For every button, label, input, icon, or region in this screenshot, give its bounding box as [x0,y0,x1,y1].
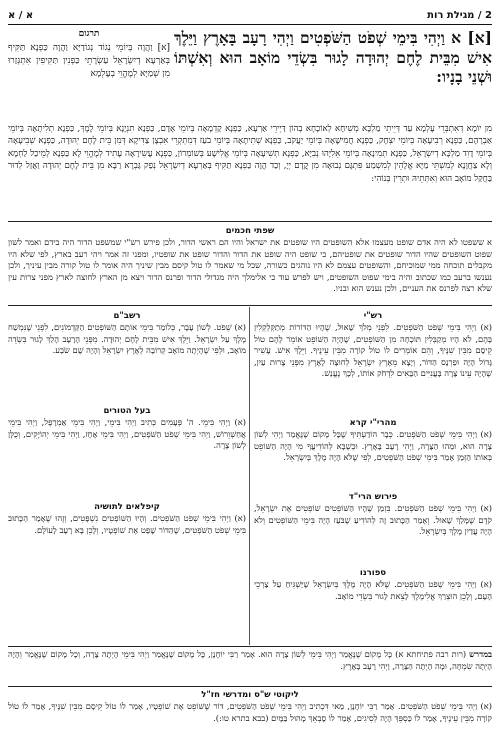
targum-title: תרגום [78,29,100,39]
baal-haturim-section [8,404,246,497]
pirush-haraid-title: פירוש הרי"ד [348,492,398,502]
mahari-kara-section [254,416,492,487]
section-divider [8,305,492,306]
section-divider [8,221,492,222]
sforno-section [254,566,492,625]
rashi-section [254,309,492,414]
rashbam-title: רשב"ם [113,311,141,321]
kiflayim-section [8,500,246,617]
bmidrash-block [8,649,492,683]
likutim-section [8,688,492,735]
rashbam-section [8,309,246,402]
baal-haturim-text: (א) וַיְהִי בִּימֵי. ה' פְּעָמִים כְּתִיב וַיְהִי בִּימֵי, וַיְהִי בִּימֵי אַמְרָפֶל, וַיְהִי בִּימֵי אֲחַשְׁוֵרוֹשׁ, וַיְהִי בִּימֵי שְׁפֹט הַשֹּׁפְטִים, וַיְהִי בִּימֵי אָחָז, וַיְהִי בִּימֵי יְהוֹיָקִים, וְכֻלָּן לְשׁוֹן צָרָה. [8,417,246,451]
likutim-text: (א) וַיְהִי בִּימֵי שְׁפֹט הַשֹּׁפְטִים. אָמַר רַבִּי יוֹחָנָן, מַאי דִּכְתִיב וַיְהִי בִּימֵי שְׁפֹט הַשֹּׁפְטִים, דּוֹר שֶׁשּׁוֹפֵט אֶת שׁוֹפְטָיו, אָמַר לוֹ טוֹל קֵיסָם מִבֵּין שִׁנֶּיךָ, אָמַר לוֹ טוֹל קוֹרָה מִבֵּין עֵינֶיךָ, אָמַר לוֹ כַּסְפֵּךְ הָיָה לְסִיגִים, אָמַר לוֹ סָבְאֵךְ מָהוּל בַּמָּיִם (בבא בתרא טו:). [8,701,492,723]
section-divider [8,686,492,687]
likutim-title: ליקוטי ש"ס ומדרשי חז"ל [201,690,299,700]
verse-text: [א] א וַיְהִי בִּימֵי שְׁפֹט הַשֹּׁפְטִים וַיְהִי רָעָב בָּאָרֶץ וַיֵּלֶךְ אִישׁ מִבֵּית לֶחֶם יְהוּדָה לָגוּר בִּשְׂדֵי מוֹאָב הוּא וְאִשְׁתּוֹ וּשְׁנֵי בָנָיו: [174,28,492,86]
verse-section [174,28,492,87]
page-reference: 2 / מגילת רות [427,9,492,21]
kiflayim-text: (א) וַיְהִי בִּימֵי שְׁפֹט הַשֹּׁפְטִים. וְהָיוּ הַשּׁוֹפְטִים נִשְׁפָּטִים, וְזֶהוּ שֶׁאָמַר הַכָּתוּב בִּימֵי שְׁפֹט הַשֹּׁפְטִים, שֶׁהַדּוֹר שָׁפַט אֶת שׁוֹפְטָיו, וְלָכֵן בָּא רָעָב לָעוֹלָם. [8,513,246,535]
pirush-haraid-section [254,490,492,561]
sforno-title: ספורנו [359,568,387,578]
targum-text: [א] וַהֲוָה בְּיוֹמֵי נְגוֹד נְגוֹדַיָּא וַהֲוָה כַּפְנָא תַּקִּיף בְּאַרְעָא דְיִשְׂרָאֵל עַשְׂרָתֵי כַּפְנִין תַּקִּיפִין אִתְגְּזַרוּ מִן שְׁמַיָּא לְמֶהֱוֵי בְעָלְמָא [8,43,170,80]
sifsei-chachamim-text: א ששפטו לא היה אדם שופט מעצמו אלא השופטים היו שופטים את ישראל והיו הם ראשי הדור, ולכן פירש רש"י שמשפט הדור היה בידם ואמר לשון שפוט השופטים שהיו הדור שופטים את שופטיהם, כי שופט היה שופט את הדור והדור שופט את שופטיו, ומפני זה אמר ויהי רעב בארץ, לפי שלא היו מקבלים תוכחה ממי שמוכיחם, והשופטים עצמם לא היו נוהגים כשורה, שכל מי שאמר לו טול קיסם מבין שיניך היה אומר לו טול קורה מבין עיניך, ולכן נענשו ברעב כמו שכתוב והיה בימי שפוט השופטים, ויש לפרש עוד כי אלימלך היה מגדולי הדור ופרנס הדור ויצא מן הארץ לחוצה לארץ מפני צרות עין שלא רצה לפרנס את העניים, ולכן נענש הוא ובניו. [8,237,492,294]
mahari-kara-title: מהרי"י קרא [349,418,397,428]
baal-haturim-title: בעל הטורים [103,406,151,416]
rashi-text: (א) וַיְהִי בִּימֵי שְׁפֹט הַשֹּׁפְטִים. לִפְנֵי מְלֹךְ שָׁאוּל, שֶׁהָיוּ הַדּוֹרוֹת מְתַקְּלְקְלִין בָּהֶם, לֹא הָיוּ מְקַבְּלִין תּוֹכָחָה מִן הַשּׁוֹפְטִים, שֶׁהָיָה הַשּׁוֹפֵט אוֹמֵר לָהֶם טוֹל קֵיסָם מִבֵּין שִׁנֶּיךָ, וְהֵם אוֹמְרִים לוֹ טוֹל קוֹרָה מִבֵּין עֵינֶיךָ. וַיֵּלֶךְ אִישׁ. עָשִׁיר גָּדוֹל הָיָה וּפַרְנָס הַדּוֹר, וְיָצָא מֵאֶרֶץ יִשְׂרָאֵל לְחוּצָה לָאָרֶץ מִפְּנֵי צָרוּת עַיִן, שֶׁהָיָה עֵינוֹ צָרָה בָּעֲנִיִּים הַבָּאִים לִדְחֹק אוֹתוֹ, לְכָךְ נֶעֱנַשׁ. [254,322,492,379]
chapter-reference: א / א [8,9,34,21]
sifsei-chachamim-title: שפתי חכמים [225,226,275,236]
bmidrash-section [8,649,492,683]
sforno-text: (א) וַיְהִי בִּימֵי שְׁפֹט הַשֹּׁפְטִים. שֶׁלֹּא הָיָה מֶלֶךְ בְּיִשְׂרָאֵל שֶׁיַּשְׁגִּיחַ עַל צָרְכֵי הָעָם, וְלָכֵן הוּצְרַךְ אֱלִימֶלֶךְ לָצֵאת לָגוּר בִּשְׂדֵי מוֹאָב. [254,579,492,601]
kiflayim-title: קיפלאים לתושיה [94,502,160,512]
sifsei-chachamim-section [8,224,492,305]
section-divider [8,646,492,647]
page-header [8,6,492,25]
targum-section [8,28,170,82]
rashbam-text: (א) שְׁפֹט. לְשׁוֹן עָבָר, כְּלוֹמַר בִּימֵי אוֹתָם הַשּׁוֹפְטִים הַקַּדְמוֹנִים, לִפְנֵי שֶׁנִּמְשַׁח מֶלֶךְ עַל יִשְׂרָאֵל. וַיֵּלֶךְ אִישׁ מִבֵּית לֶחֶם יְהוּדָה. מִפְּנֵי הָרָעָב הָלַךְ לָגוּר בִּשְׂדֵה מוֹאָב, וּלְפִי שֶׁהָיְתָה מוֹאָב קְרוֹבָה לְאֶרֶץ יִשְׂרָאֵל וְהָיָה שָׁם שֹׂבַע. [8,322,246,356]
mahari-kara-text: (א) וַיְהִי בִּימֵי שְׁפֹט הַשֹּׁפְטִים. כְּבָר הוֹדַעְתִּיךָ שֶׁכָּל מָקוֹם שֶׁנֶּאֱמַר וַיְהִי לְשׁוֹן צָרָה הוּא, וּמַהוּ הַצָּרָה, וַיְהִי רָעָב בָּאָרֶץ. וּכְשֶׁבָּא לְהוֹדִיעֲךָ מִי הָיָה הַשּׁוֹפֵט בְּאוֹתוֹ הַזְּמַן אָמַר בִּימֵי שְׁפֹט הַשֹּׁפְטִים, לְפִי שֶׁלֹּא הָיָה מֶלֶךְ בְּיִשְׂרָאֵל. [254,429,492,463]
bmidrash-title: במדרש [469,649,492,659]
pirush-haraid-text: (א) וַיְהִי בִּימֵי שְׁפֹט הַשֹּׁפְטִים. בִּזְמַן שֶׁהָיוּ הַשּׁוֹפְטִים שׁוֹפְטִים אֶת יִשְׂרָאֵל, קֹדֶם שֶׁמָּלַךְ שָׁאוּל. וְאָמַר הַכָּתוּב זֶה לְהוֹדִיעַ שֶׁבֹּעַז הָיָה בִּימֵי הַשּׁוֹפְטִים וְלֹא הָיָה עֲדַיִן מֶלֶךְ בְּיִשְׂרָאֵל. [254,503,492,537]
rashi-title: רש"י [363,311,383,321]
bmidrash-text: (רות רבה פתיחתא א) כָּל מָקוֹם שֶׁנֶּאֱמַר וַיְהִי בִּימֵי לְשׁוֹן צָרָה הוּא. אָמַר רַבִּי יוֹחָנָן, כָּל מָקוֹם שֶׁנֶּאֱמַר וַיְהִי בִּימֵי הָיְתָה צָרָה, וְכָל מָקוֹם שֶׁנֶּאֱמַר וְהָיָה הָיְתָה שִׂמְחָה, וּמָה הָיְתָה הַצָּרָה, וַיְהִי רָעָב בָּאָרֶץ. [8,649,492,671]
column-divider [249,307,250,645]
targum-continuation: מִן יוֹמָא דְאִתְבְּרֵי עָלְמָא עַד דְּיֵיתֵי מַלְכָּא מְשִׁיחָא לְאוֹכָחָא בְהוֹן דַּיְירֵי אַרְעָא, כַּפְנָא קַדְמָאָה בְּיוֹמֵי אָדָם, כַּפְנָא תִנְיָנָא בְּיוֹמֵי לֶמֶךְ, כַּפְנָא תְלִיתָאָה בְּיוֹמֵי אַבְרָהָם, כַּפְנָא רְבִיעָאָה בְּיוֹמֵי יִצְחָק, כַּפְנָא חֲמִישָׁאָה בְּיוֹמֵי יַעֲקֹב, כַּפְנָא שְׁתִיתָאָה בְּיוֹמֵי בֹעַז דְּמִתְקְרֵי אִבְצָן צַדִּיקָא דְּמִן בֵּית לֶחֶם יְהוּדָה, כַּפְנָא שְׁבִיעָאָה בְּיוֹמֵי דָוִד מַלְכָּא דְיִשְׂרָאֵל, כַּפְנָא תְמִינָאָה בְּיוֹמֵי אֵלִיָּהוּ נְבִיָּא, כַּפְנָא תְשִׁיעָאָה בְּיוֹמֵי אֱלִישָׁע בְּשׁוֹמְרוֹן, כַּפְנָא עֲשִׂירָאָה עָתִיד לְמֶהֱוֵי לָא כַּפְנָא לְמֵיכַל לַחְמָא וְלָא צַחֲוָנָא לְמִשְׁתֵּי מַיָּא אֱלָהֵין לְמִשְׁמַע פִּתְגָּם נְבוּאָה מִן קֳדָם יְיָ, וְכַד הֲוָה כַּפְנָא תַקִּיף בְּאַרְעָא דְיִשְׂרָאֵל נְפַק גַּבְרָא רַבָּא מִן בֵּית לֶחֶם יְהוּדָה וַאֲזַל לְדוּר בַּחֲקַל מוֹאָב הוּא וְאִתְּתֵיהּ וּתְרֵין בְּנוֹהִי: [8,124,492,184]
